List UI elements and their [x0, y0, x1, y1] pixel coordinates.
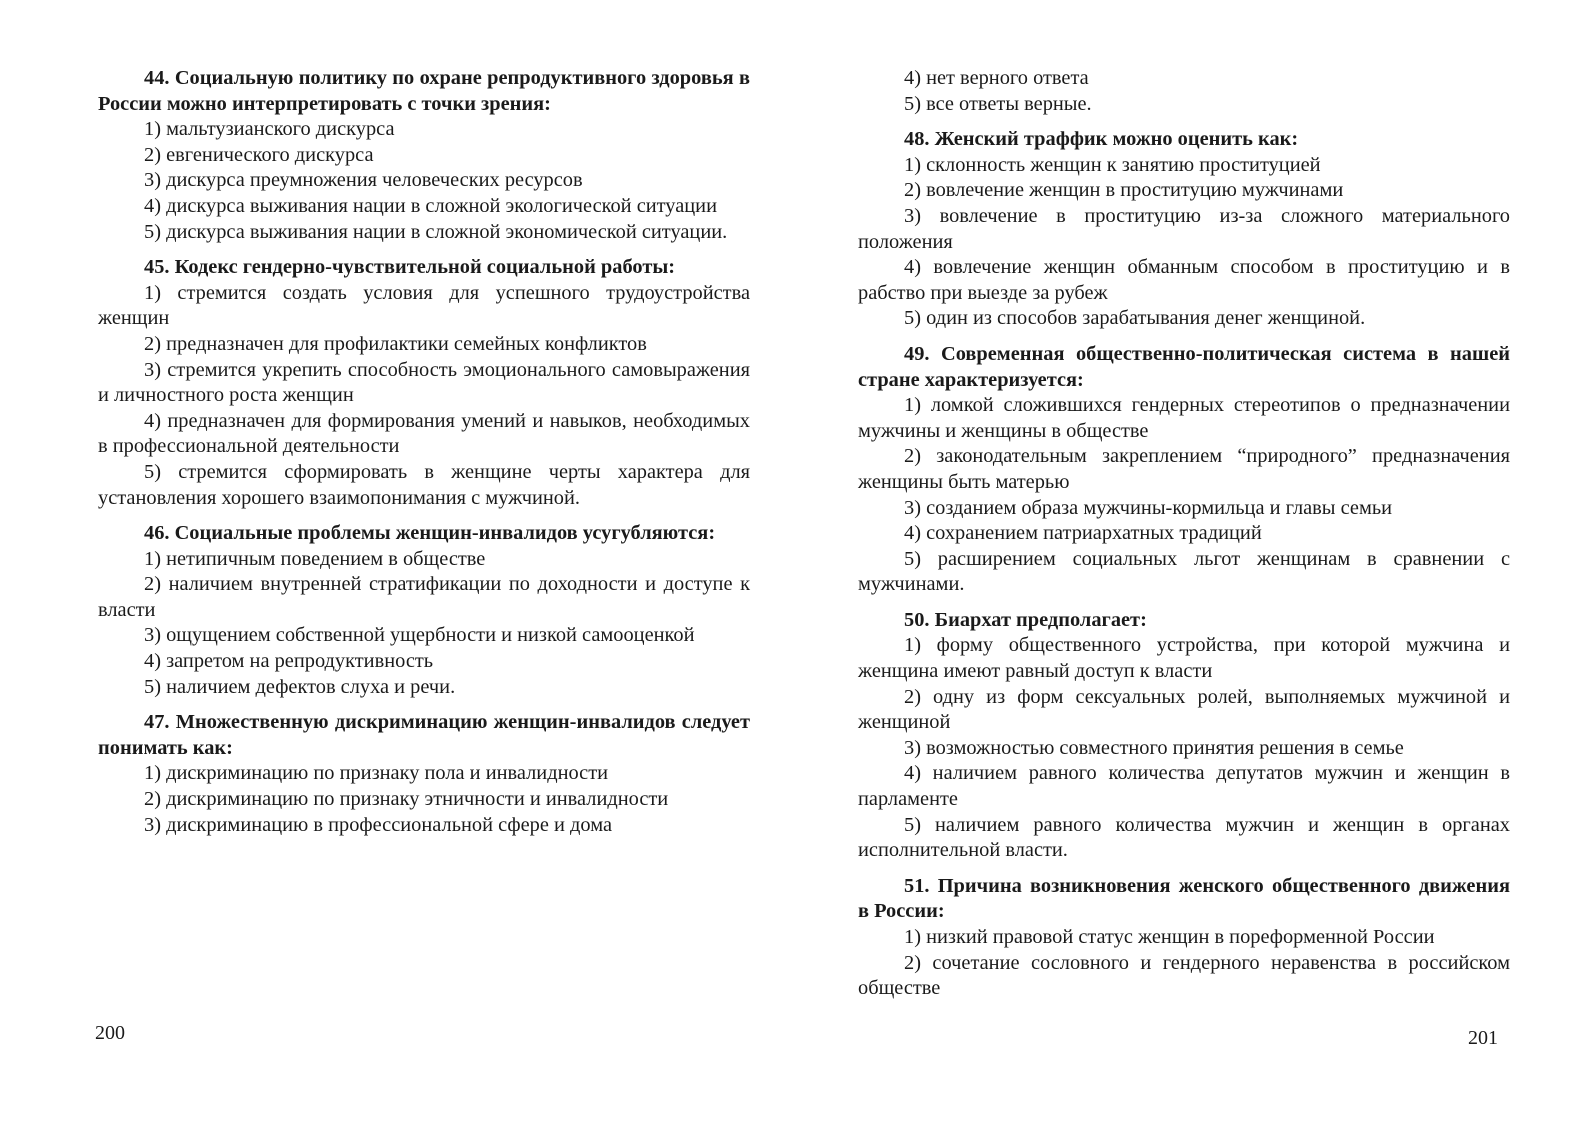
page-number-left: 200 — [95, 1022, 125, 1044]
answer-option: 4) запретом на репродуктивность — [144, 650, 434, 673]
answer-option: 3) ощущением собственной ущербности и низкой самооценкой — [144, 624, 695, 647]
question-46 — [98, 521, 750, 700]
answer-option: 4) наличием равного количества депутатов мужчин и женщин в парламенте — [858, 762, 1510, 811]
answer-option: 4) предназначен для формирования умений и навыков, необходимых в профессиональной деятельности — [98, 409, 750, 458]
answer-option: 2) вовлечение женщин в проституцию мужчинами — [904, 179, 1344, 202]
left-page — [98, 66, 750, 848]
answer-option: 5) расширением социальных льгот женщинам в сравнении с мужчинами. — [858, 547, 1510, 596]
question-text: 48. Женский траффик можно оценить как: — [904, 128, 1299, 151]
answer-option: 2) одну из форм сексуальных ролей, выполняемых мужчиной и женщиной — [858, 685, 1510, 734]
question-47-continued — [858, 66, 1510, 117]
answer-option: 1) нетипичным поведением в обществе — [144, 547, 486, 570]
question-51 — [858, 874, 1510, 1002]
answer-option: 5) все ответы верные. — [904, 92, 1092, 115]
answer-option: 4) дискурса выживания нации в сложной экологической ситуации — [144, 194, 718, 217]
question-text: 50. Биархат предполагает: — [904, 608, 1147, 631]
answer-option: 1) низкий правовой статус женщин в пореформенной России — [904, 926, 1435, 948]
question-50 — [858, 608, 1510, 864]
answer-option: 3) дискурса преумножения человеческих ресурсов — [144, 169, 583, 192]
answer-option: 1) ломкой сложившихся гендерных стереотипов о предназначении мужчины и женщины в обществе — [858, 394, 1510, 442]
answer-option: 1) стремится создать условия для успешного трудоустройства женщин — [98, 281, 750, 330]
question-49 — [858, 342, 1510, 598]
question-45 — [98, 255, 750, 511]
question-text: 45. Кодекс гендерно-чувствительной социальной работы: — [144, 256, 676, 279]
question-text: 46. Социальные проблемы женщин-инвалидов усугубляются: — [144, 522, 716, 545]
answer-option: 1) склонность женщин к занятию проституцией — [904, 153, 1321, 176]
question-text: 47. Множественную дискриминацию женщин-инвалидов следует понимать как: — [98, 711, 750, 759]
answer-option: 3) дискриминацию в профессиональной сфере и дома — [144, 813, 613, 836]
answer-option: 3) созданием образа мужчины-кормильца и главы семьи — [904, 496, 1393, 519]
answer-option: 4) вовлечение женщин обманным способом в проституцию и в рабство при выезде за рубеж — [858, 256, 1510, 304]
answer-option: 5) наличием дефектов слуха и речи. — [144, 675, 456, 698]
answer-option: 3) вовлечение в проституцию из-за сложного материального положения — [858, 204, 1510, 253]
right-page — [858, 66, 1510, 1012]
question-text: 44. Социальную политику по охране репродуктивного здоровья в России можно интерпретировать с точки зрения: — [98, 67, 750, 115]
answer-option: 2) наличием внутренней стратификации по доходности и доступе к власти — [98, 573, 750, 621]
answer-option: 4) нет верного ответа — [904, 67, 1089, 89]
question-text: 49. Современная общественно-политическая система в нашей стране характеризуется: — [858, 342, 1510, 391]
answer-option: 2) сочетание сословного и гендерного неравенства в российском обществе — [858, 951, 1510, 1000]
answer-option: 5) дискурса выживания нации в сложной экономической ситуации. — [144, 220, 728, 243]
answer-option: 5) наличием равного количества мужчин и женщин в органах исполнительной власти. — [858, 813, 1510, 862]
question-48 — [858, 127, 1510, 332]
answer-option: 2) предназначен для профилактики семейных конфликтов — [144, 332, 647, 355]
answer-option: 3) возможностью совместного принятия решения в семье — [904, 736, 1404, 759]
answer-option: 1) дискриминацию по признаку пола и инвалидности — [144, 762, 609, 785]
answer-option: 2) дискриминацию по признаку этничности и инвалидности — [144, 788, 669, 811]
page-number-right: 201 — [1468, 1027, 1498, 1049]
answer-option: 4) сохранением патриархатных традиций — [904, 522, 1262, 545]
answer-option: 1) форму общественного устройства, при которой мужчина и женщина имеют равный доступ к власти — [858, 634, 1510, 683]
answer-option: 2) евгенического дискурса — [144, 143, 374, 166]
answer-option: 3) стремится укрепить способность эмоционального самовыражения и личностного роста женщин — [98, 358, 750, 407]
answer-option: 2) законодательным закреплением “природного” предназначения женщины быть матерью — [858, 445, 1510, 493]
question-44 — [98, 66, 750, 245]
answer-option: 5) стремится сформировать в женщине черты характера для установления хорошего взаимопонимания с мужчиной. — [98, 460, 750, 509]
answer-option: 1) мальтузианского дискурса — [144, 118, 395, 141]
answer-option: 5) один из способов зарабатывания денег женщиной. — [904, 307, 1366, 330]
question-47 — [98, 710, 750, 838]
question-text: 51. Причина возникновения женского общественного движения в России: — [858, 874, 1510, 923]
